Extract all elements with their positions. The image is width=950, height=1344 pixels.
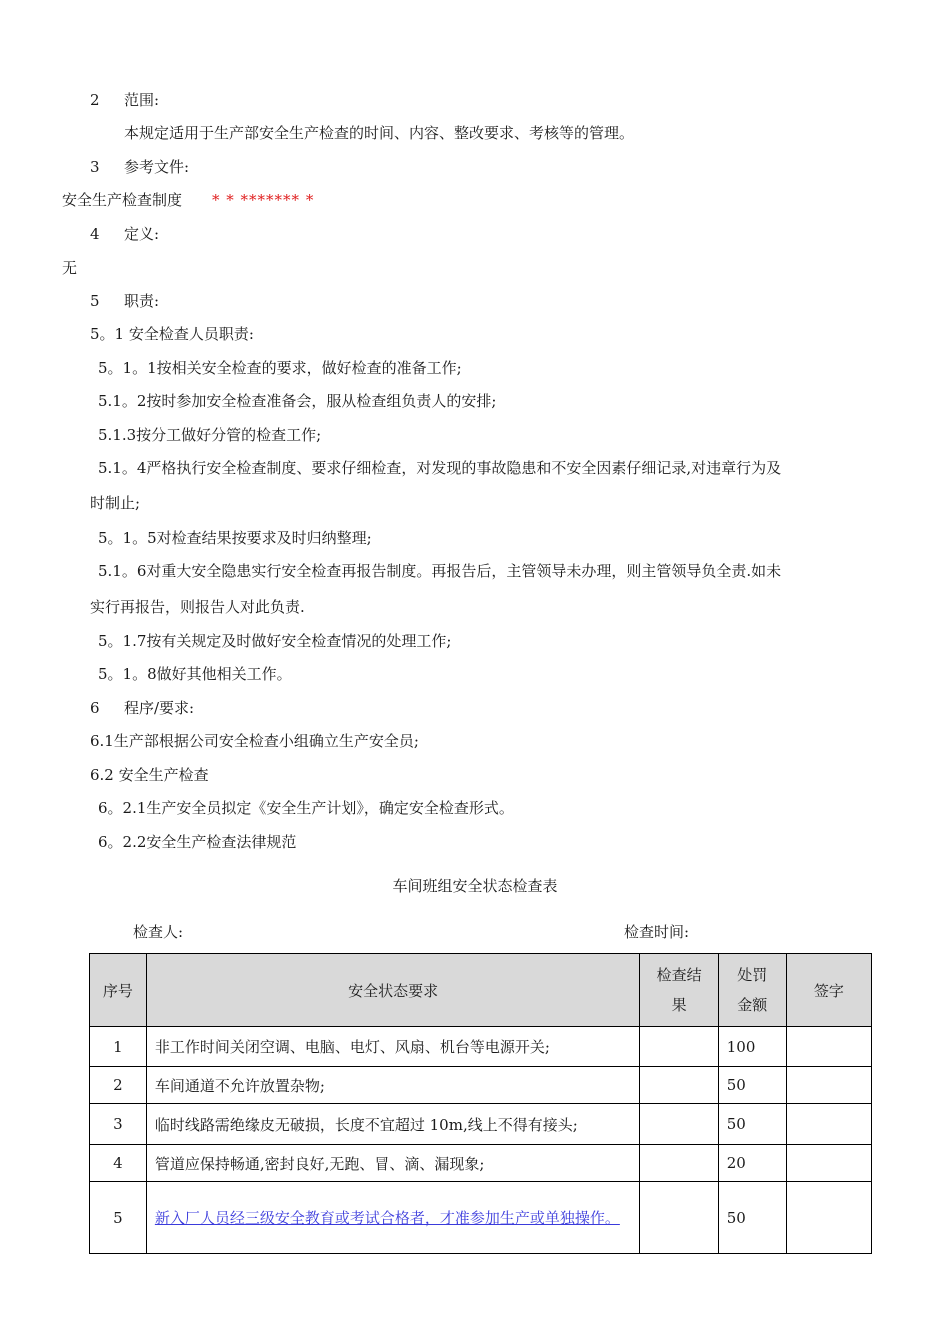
duty-5-1: 5。1 安全检查人员职责: [90,325,254,343]
table-title: 车间班组安全状态检查表 [392,877,558,895]
row-result-cell [640,1145,718,1182]
header-fine [718,954,786,1027]
header-requirement: 安全状态要求 [146,954,640,1027]
inspector-label: 检查人: [133,923,184,941]
reference-name: 安全生产检查制度 [62,191,183,209]
row-sign-cell [786,1145,871,1182]
inspection-time-label: 检查时间: [624,923,690,941]
header-result-line2: 果 [671,996,687,1014]
definition-text: 无 [62,259,78,277]
row-sign-cell [786,1067,871,1104]
row-fine: 100 [718,1027,786,1067]
row-no: 5 [90,1182,147,1254]
section-number: 6 [90,699,100,717]
header-fine-line1: 处罚 [737,966,768,984]
section-label: 范围: [124,91,160,109]
row-fine: 50 [718,1104,786,1145]
section-label: 程序/要求: [124,699,195,717]
section-number: 5 [90,292,100,310]
table-header-row [90,954,872,1027]
row-sign-cell [786,1027,871,1067]
header-result-line1: 检查结 [656,966,702,984]
table-row [90,1067,872,1104]
row-requirement-cell [146,1182,640,1254]
row-no: 2 [90,1067,147,1104]
duty-5-1-6-cont: 实行再报告，则报告人对此负责. [90,598,305,616]
duty-5-1-4-cont: 时制止; [90,494,141,512]
row-requirement-link[interactable]: 新入厂人员经三级安全教育或考试合格者，才准参加生产或单独操作。 [154,1208,620,1227]
section-6-heading [90,698,194,718]
row-result-cell [640,1182,718,1254]
section-3-heading [90,157,189,177]
row-requirement: 临时线路需绝缘皮无破损，长度不宜超过 10m,线上不得有接头; [146,1104,640,1145]
row-requirement: 管道应保持畅通,密封良好,无跑、冒、滴、漏现象; [146,1145,640,1182]
section-number: 2 [90,91,100,109]
row-result-cell [640,1027,718,1067]
duty-5-1-4: 5.1。4严格执行安全检查制度、要求仔细检查，对发现的事故隐患和不安全因素仔细记录,对违章行为及 [98,459,782,477]
row-result-cell [640,1104,718,1145]
header-no: 序号 [90,954,147,1027]
section-number: 4 [90,225,100,243]
table-row [90,1104,872,1145]
duty-5-1-8: 5。1。8做好其他相关工作。 [98,665,292,683]
section-4-heading [90,224,159,244]
row-requirement: 车间通道不允许放置杂物; [146,1067,640,1104]
duty-5-1-3: 5.1.3按分工做好分管的检查工作; [98,426,322,444]
duty-5-1-2: 5.1。2按时参加安全检查准备会，服从检查组负责人的安排; [98,392,497,410]
table-row [90,1027,872,1067]
duty-5-1-1: 5。1。1按相关安全检查的要求，做好检查的准备工作; [98,359,462,377]
header-result [640,954,718,1027]
procedure-6-2: 6.2 安全生产检查 [90,766,209,784]
row-no: 3 [90,1104,147,1145]
scope-text: 本规定适用于生产部安全生产检查的时间、内容、整改要求、考核等的管理。 [124,124,635,142]
row-result-cell [640,1067,718,1104]
table-row [90,1182,872,1254]
table-row [90,1145,872,1182]
row-requirement: 非工作时间关闭空调、电脑、电灯、风扇、机台等电源开关; [146,1027,640,1067]
row-fine: 50 [718,1067,786,1104]
row-fine: 20 [718,1145,786,1182]
row-sign-cell [786,1104,871,1145]
section-5-heading [90,291,159,311]
redacted-stars: * * ******* * [212,191,315,209]
procedure-6-2-1: 6。2.1生产安全员拟定《安全生产计划》，确定安全检查形式。 [98,799,514,817]
section-label: 职责: [124,292,160,310]
header-sign: 签字 [786,954,871,1027]
duty-5-1-6: 5.1。6对重大安全隐患实行安全检查再报告制度。再报告后，主管领导未办理，则主管领导负全责.如未 [98,562,782,580]
section-label: 参考文件: [124,158,190,176]
header-fine-line2: 金额 [737,996,768,1014]
row-fine: 50 [718,1182,786,1254]
reference-line [62,190,314,210]
row-sign-cell [786,1182,871,1254]
procedure-6-2-2: 6。2.2安全生产检查法律规范 [98,833,297,851]
duty-5-1-5: 5。1。5对检查结果按要求及时归纳整理; [98,529,372,547]
procedure-6-1: 6.1生产部根据公司安全检查小组确立生产安全员; [90,732,419,750]
section-2-heading [90,90,159,110]
duty-5-1-7: 5。1.7按有关规定及时做好安全检查情况的处理工作; [98,632,452,650]
section-label: 定义: [124,225,160,243]
row-no: 1 [90,1027,147,1067]
safety-check-table [89,953,872,1254]
section-number: 3 [90,158,100,176]
row-no: 4 [90,1145,147,1182]
